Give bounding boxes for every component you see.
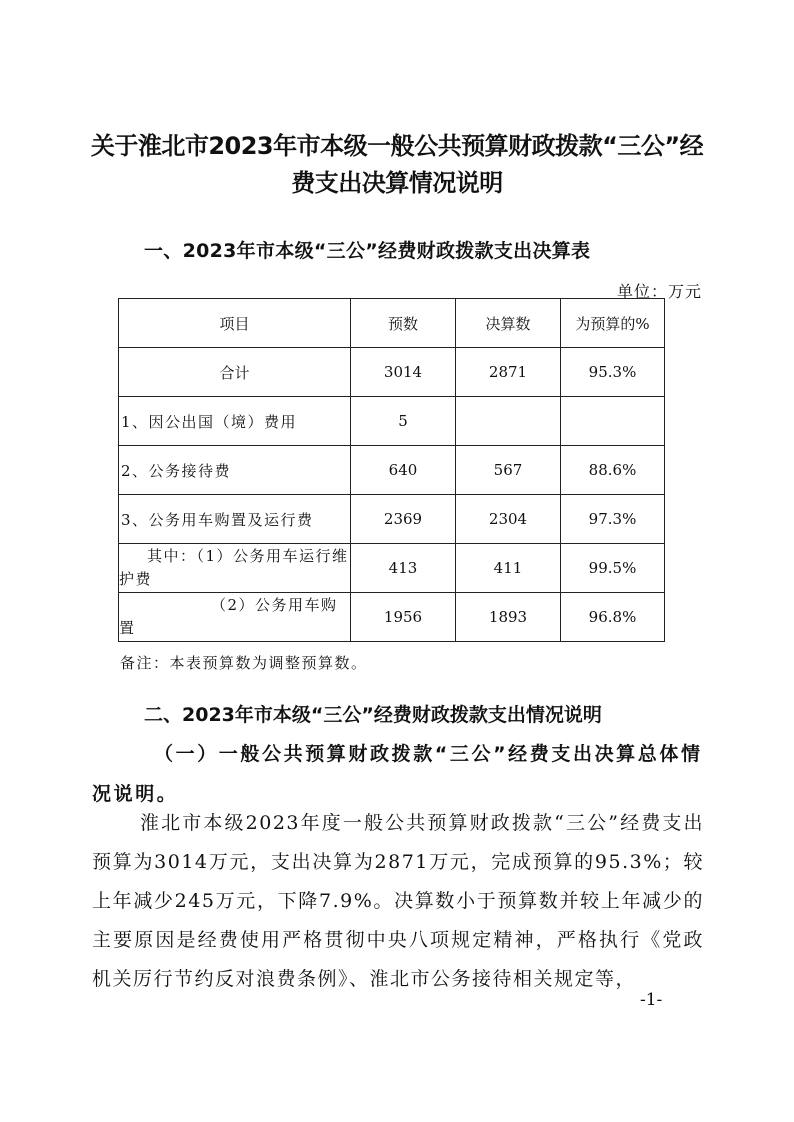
cell-percent: 88.6% — [561, 446, 665, 495]
cell-budget: 640 — [351, 446, 456, 495]
cell-budget: 1956 — [351, 593, 456, 642]
table-row — [119, 348, 665, 397]
header-item: 项目 — [119, 299, 351, 348]
cell-percent: 97.3% — [561, 495, 665, 544]
table-note: 备注：本表预算数为调整预算数。 — [120, 654, 368, 672]
cell-budget: 413 — [351, 544, 456, 593]
cell-item: 1、因公出国（境）费用 — [119, 397, 351, 446]
cell-item: （2）公务用车购置 — [119, 593, 351, 642]
table-row — [119, 495, 665, 544]
cell-item: 其中：（1）公务用车运行维护费 — [119, 544, 351, 593]
cell-percent — [561, 397, 665, 446]
section2-heading: 二、2023年市本级“三公”经费财政拨款支出情况说明 — [144, 704, 602, 726]
cell-item: 3、公务用车购置及运行费 — [119, 495, 351, 544]
cell-final: 411 — [456, 544, 561, 593]
budget-table — [118, 298, 665, 642]
body-paragraph: 淮北市本级2023年度一般公共预算财政拨款“三公”经费支出预算为3014万元，支出决算为2871万元，完成预算的95.3%；较上年减少245万元，下降7.9%。决算数小于预算数并较上年减少的主要原因是经费使用严格贯彻中央八项规定精神，严格执行《党政机关厉行节约反对浪费条例》、淮北市公务接待相关规定等， — [92, 812, 704, 990]
cell-item: 2、公务接待费 — [119, 446, 351, 495]
header-budget: 预数 — [351, 299, 456, 348]
cell-final — [456, 397, 561, 446]
section1-heading: 一、2023年市本级“三公”经费财政拨款支出决算表 — [144, 240, 591, 262]
cell-budget: 5 — [351, 397, 456, 446]
section2-subheading: （一）一般公共预算财政拨款“三公”经费支出决算总体情况说明。 — [92, 743, 703, 805]
cell-final: 2871 — [456, 348, 561, 397]
table-row — [119, 593, 665, 642]
cell-percent: 96.8% — [561, 593, 665, 642]
table-header-row — [119, 299, 665, 348]
cell-percent: 95.3% — [561, 348, 665, 397]
table-row — [119, 544, 665, 593]
cell-budget: 3014 — [351, 348, 456, 397]
header-final: 决算数 — [456, 299, 561, 348]
cell-percent: 99.5% — [561, 544, 665, 593]
table-row — [119, 446, 665, 495]
header-percent: 为预算的% — [561, 299, 665, 348]
table-row — [119, 397, 665, 446]
cell-final: 567 — [456, 446, 561, 495]
cell-item: 合计 — [119, 348, 351, 397]
cell-final: 2304 — [456, 495, 561, 544]
page-number: -1- — [640, 990, 663, 1010]
cell-budget: 2369 — [351, 495, 456, 544]
cell-final: 1893 — [456, 593, 561, 642]
unit-label: 单位：万元 — [616, 282, 702, 301]
document-title: 关于淮北市2023年市本级一般公共预算财政拨款“三公”经费支出决算情况说明 — [90, 132, 704, 197]
